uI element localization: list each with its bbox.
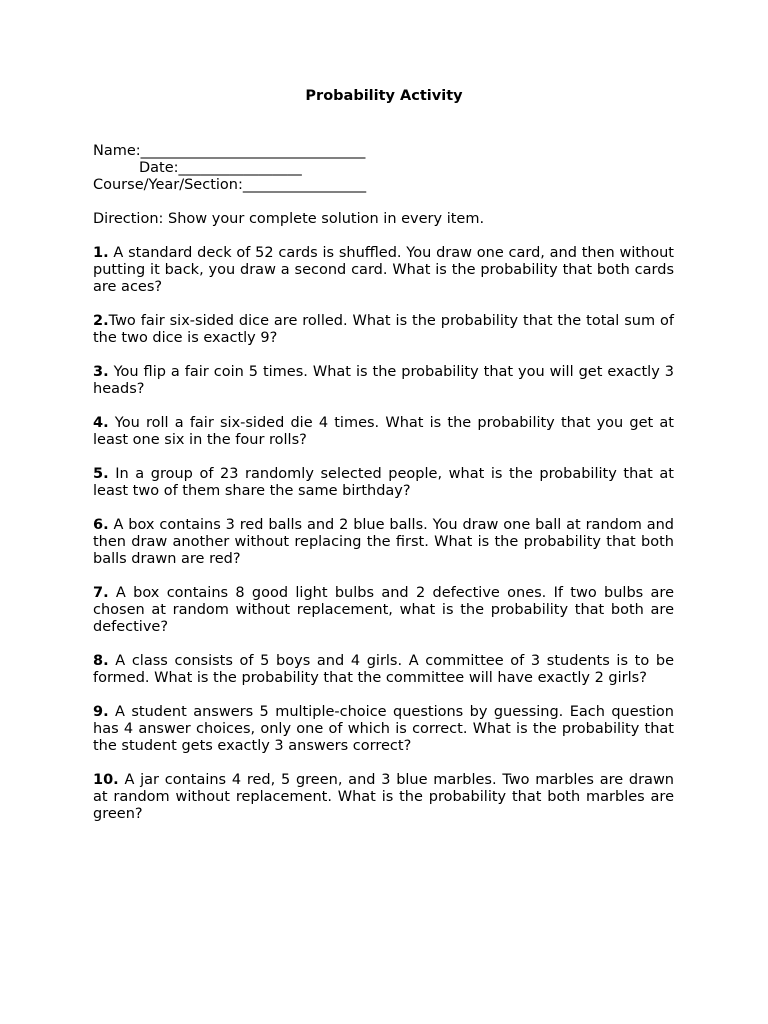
question-number: 5.	[93, 466, 109, 482]
question-number: 10.	[93, 772, 119, 788]
question-text: A jar contains 4 red, 5 green, and 3 blue marbles. Two marbles are drawn at random without replacement. What is the probability that both marbles are green?	[93, 772, 674, 822]
question-number: 2.	[93, 313, 109, 329]
question-item	[93, 585, 674, 636]
question-item	[93, 364, 674, 398]
question-number: 9.	[93, 704, 109, 720]
question-text: You roll a fair six-sided die 4 times. What is the probability that you get at least one six in the four rolls?	[93, 415, 674, 448]
question-number: 4.	[93, 415, 109, 431]
question-text: A class consists of 5 boys and 4 girls. A committee of 3 students is to be formed. What is the probability that the committee will have exactly 2 girls?	[93, 653, 674, 686]
question-number: 8.	[93, 653, 109, 669]
course-field: Course/Year/Section:_________________	[93, 177, 367, 193]
question-text: A standard deck of 52 cards is shuffled. You draw one card, and then without putting it back, you draw a second card. What is the probability that both cards are aces?	[93, 245, 674, 295]
document-body	[93, 143, 674, 823]
question-text: A box contains 3 red balls and 2 blue balls. You draw one ball at random and then draw another without replacing the first. What is the probability that both balls drawn are red?	[93, 517, 674, 567]
question-text: A box contains 8 good light bulbs and 2 defective ones. If two bulbs are chosen at random without replacement, what is the probability that both are defective?	[93, 585, 674, 635]
question-item	[93, 415, 674, 449]
question-item	[93, 704, 674, 755]
question-item	[93, 313, 674, 347]
question-text: Two fair six-sided dice are rolled. What is the probability that the total sum of the two dice is exactly 9?	[93, 313, 674, 346]
question-number: 1.	[93, 245, 109, 261]
question-item	[93, 245, 674, 296]
question-number: 6.	[93, 517, 109, 533]
question-text: A student answers 5 multiple-choice questions by guessing. Each question has 4 answer choices, only one of which is correct. What is the probability that the student gets exactly 3 answers correct?	[93, 704, 674, 754]
page-title: Probability Activity	[305, 88, 463, 104]
question-number: 3.	[93, 364, 109, 380]
question-number: 7.	[93, 585, 109, 601]
question-item	[93, 466, 674, 500]
date-field: Date:_________________	[139, 160, 302, 176]
question-item	[93, 517, 674, 568]
question-item	[93, 772, 674, 823]
question-text: You flip a fair coin 5 times. What is the probability that you will get exactly 3 heads?	[93, 364, 674, 397]
question-text: In a group of 23 randomly selected people, what is the probability that at least two of them share the same birthday?	[93, 466, 674, 499]
question-item	[93, 653, 674, 687]
direction-text: Direction: Show your complete solution in every item.	[93, 211, 485, 227]
name-field: Name:_______________________________	[93, 143, 366, 159]
